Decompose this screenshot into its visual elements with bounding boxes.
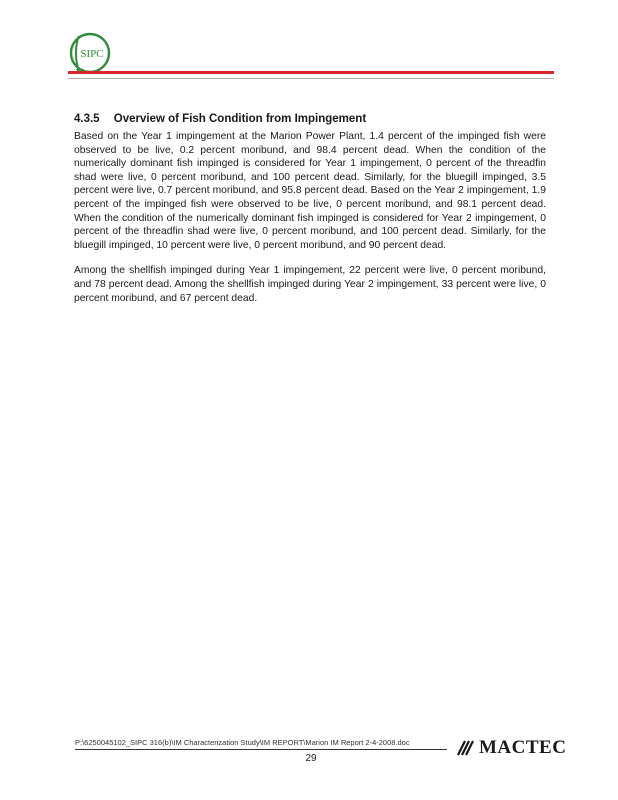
header-rule-red: [68, 71, 554, 74]
footer-rule: [75, 749, 447, 750]
footer-file-path: P:\6250045102_SIPC 316(b)\IM Characterization Study\IM REPORT\Marion IM Report 2-4-2008.doc: [75, 738, 410, 747]
paragraph-fish-condition: Based on the Year 1 impingement at the Marion Power Plant, 1.4 percent of the impinged fish were observed to be live, 0.2 percent moribund, and 98.4 percent dead. When the condition of the numerically dominant fish impinged is considered for Year 1 impingement, 0 percent of the threadfin shad were live, 0 percent moribund, and 100 percent dead. Similarly, for the bluegill impinged, 3.5 percent were live, 0.7 percent moribund, and 95.8 percent dead. Based on the Year 2 impingement, 1.9 percent of the impinged fish were observed to be live, 0 percent moribund, and 98.1 percent dead. When the condition of the numerically dominant fish impinged is considered for Year 2 impingement, 0 percent of the threadfin shad were live, 0 percent moribund, and 100 percent dead. Similarly, for the bluegill impinged, 10 percent were live, 0 percent moribund, and 90 percent dead.: [74, 131, 546, 251]
section-heading: [74, 113, 546, 125]
mactec-logo: [456, 737, 566, 759]
section-title: Overview of Fish Condition from Impingement: [113, 113, 367, 125]
header-rule-gray: [68, 78, 554, 79]
paragraph-shellfish-condition: Among the shellfish impinged during Year 1 impingement, 22 percent were live, 0 percent moribund, and 78 percent dead. Among the shellfish impinged during Year 2 impingement, 33 percent were live, 0 percent moribund, and 67 percent dead.: [74, 265, 546, 304]
sipc-logo: [68, 31, 112, 75]
brand-name: MACTEC: [479, 737, 567, 758]
mactec-mark-icon: [456, 739, 476, 757]
section-number: 4.3.5: [74, 113, 100, 125]
logo-text: SIPC: [80, 48, 104, 60]
main-content: [74, 113, 546, 317]
page-number: 29: [305, 753, 317, 764]
